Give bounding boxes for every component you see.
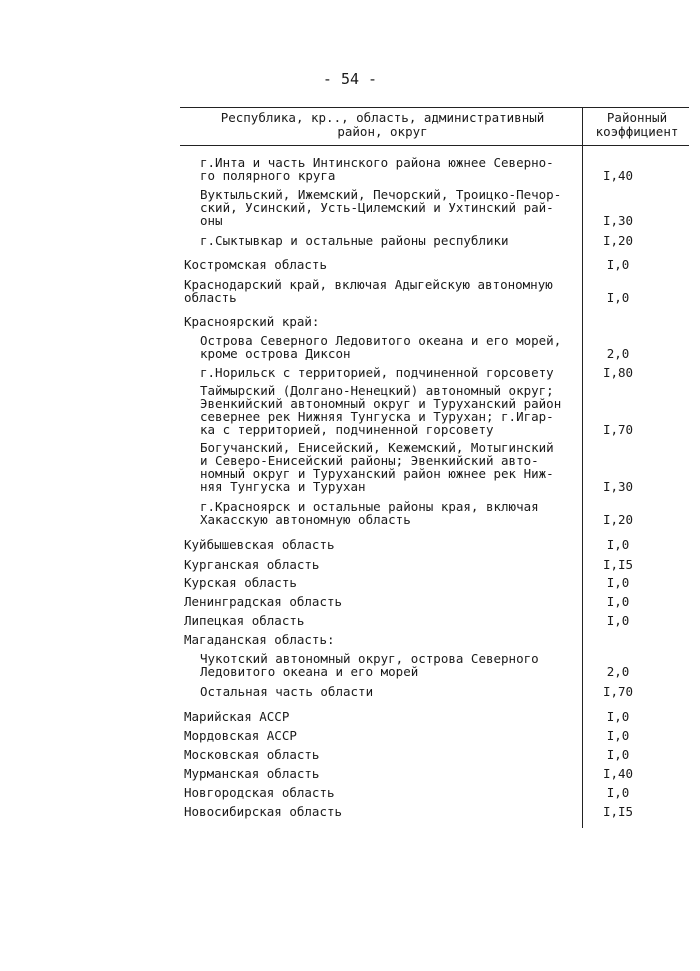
region-name: Мурманская область xyxy=(184,766,320,781)
coefficient-value: I,20 xyxy=(602,512,634,527)
coefficient-value: I,I5 xyxy=(602,804,634,819)
coefficient-value: I,0 xyxy=(606,594,630,609)
table-top-rule xyxy=(180,107,689,108)
coefficient-value: I,40 xyxy=(602,168,634,183)
coefficient-column-header: Районный коэффициент xyxy=(595,110,679,139)
coefficient-value: 2,0 xyxy=(606,664,630,679)
coefficient-value: I,0 xyxy=(606,747,630,762)
region-name: Костромская область xyxy=(184,257,327,272)
coefficient-value: I,0 xyxy=(606,537,630,552)
region-name: Новгородская область xyxy=(184,785,335,800)
coefficient-value: I,70 xyxy=(602,422,634,437)
coefficient-value: I,I5 xyxy=(602,557,634,572)
coefficient-value: I,20 xyxy=(602,233,634,248)
region-name: Липецкая область xyxy=(184,613,305,628)
region-name: г.Сыктывкар и остальные районы республики xyxy=(200,233,509,248)
coefficient-value: I,0 xyxy=(606,575,630,590)
coefficient-value: I,0 xyxy=(606,709,630,724)
region-name: Остальная часть области xyxy=(200,684,374,699)
region-name: Марийская АССР xyxy=(184,709,290,724)
coefficient-value: 2,0 xyxy=(606,346,630,361)
region-name: Чукотский автономный округ, острова Северного Ледовитого океана и его морей xyxy=(200,651,539,679)
coefficient-value: I,0 xyxy=(606,728,630,743)
region-name: Московская область xyxy=(184,747,320,762)
coefficient-value: I,80 xyxy=(602,365,634,380)
coefficient-value: I,30 xyxy=(602,213,634,228)
region-name: Курганская область xyxy=(184,557,320,572)
table-header-rule xyxy=(180,145,689,146)
page-number: - 54 - xyxy=(322,70,378,88)
region-name: Мордовская АССР xyxy=(184,728,297,743)
region-name: Магаданская область: xyxy=(184,632,335,647)
coefficient-value: I,0 xyxy=(606,785,630,800)
region-name: Куйбышевская область xyxy=(184,537,335,552)
region-name: г.Красноярск и остальные районы края, включая Хакасскую автономную область xyxy=(200,499,539,527)
coefficient-value: I,0 xyxy=(606,613,630,628)
coefficient-value: I,30 xyxy=(602,479,634,494)
region-name: г.Норильск с территорией, подчиненной горсовету xyxy=(200,365,554,380)
coefficient-value: I,40 xyxy=(602,766,634,781)
region-name: Новосибирская область xyxy=(184,804,343,819)
region-name: Ленинградская область xyxy=(184,594,343,609)
region-name: Острова Северного Ледовитого океана и его морей, кроме острова Диксон xyxy=(200,333,562,361)
column-divider xyxy=(582,108,583,828)
region-name: Курская область xyxy=(184,575,297,590)
region-name: Богучанский, Енисейский, Кежемский, Мотыгинский и Северо-Енисейский районы; Эвенкийский авто- номный округ и Туруханский район южнее рек Ниж- няя Тунгуска и Турухан xyxy=(200,440,554,494)
coefficient-value: I,70 xyxy=(602,684,634,699)
coefficient-value: I,0 xyxy=(606,290,630,305)
region-column-header: Республика, кр.., область, административный район, округ xyxy=(220,110,545,139)
region-name: Вуктыльский, Ижемский, Печорский, Троицко-Печор- ский, Усинский, Усть-Цилемский и Ухтинский рай- оны xyxy=(200,187,562,228)
region-name: Краснодарский край, включая Адыгейскую автономную область xyxy=(184,277,553,305)
region-name: Таймырский (Долгано-Ненецкий) автономный округ; Эвенкийский автономный округ и Туруханский район севернее рек Нижняя Тунгуска и Турухан; г.Игар- ка с территорией, подчиненной горсовету xyxy=(200,383,562,437)
coefficient-value: I,0 xyxy=(606,257,630,272)
region-name: Красноярский край: xyxy=(184,314,320,329)
region-name: г.Инта и часть Интинского района южнее Северно- го полярного круга xyxy=(200,155,554,183)
